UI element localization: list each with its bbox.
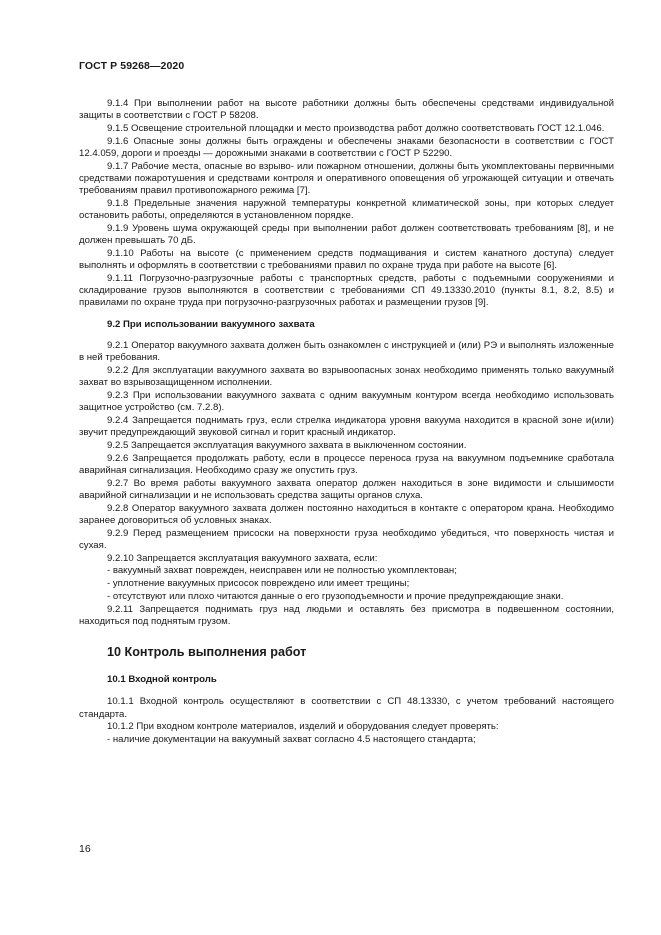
list-item: - уплотнение вакуумных присосок повреждено или имеет трещины; bbox=[107, 578, 410, 590]
paragraph-9-1-11: 9.1.11 Погрузочно-разгрузочные работы с транспортных средств, работы с подъемными сооружениями и складирование грузов выполняются в соответствии с требованиями СП 49.13330.2010 (пункты 8.1, 8.2, 8.5) и правилами по охране труда при погрузочно-разгрузочных работах и размещении грузов [9]. bbox=[79, 273, 614, 309]
paragraph-9-2-9: 9.2.9 Перед размещением присоски на поверхности груза необходимо убедиться, что поверхность чистая и сухая. bbox=[79, 527, 614, 551]
paragraph-9-2-1: 9.2.1 Оператор вакуумного захвата должен быть ознакомлен с инструкцией и (или) РЭ и выполнять изложенные в ней требования. bbox=[79, 339, 614, 364]
page-number: 16 bbox=[79, 843, 91, 855]
document-header: ГОСТ Р 59268—2020 bbox=[79, 60, 185, 72]
paragraph-9-2-3: 9.2.3 При использовании вакуумного захвата с одним вакуумным контуром всегда необходимо использовать защитное устройство (см. 7.2.8). bbox=[79, 389, 614, 414]
paragraph-9-1-8: 9.1.8 Предельные значения наружной температуры конкретной климатической зоны, при которых следует остановить работы, определяются в установленном порядке. bbox=[79, 198, 614, 222]
paragraph-10-1-1: 10.1.1 Входной контроль осуществляют в соответствии с СП 48.13330, с учетом требований настоящего стандарта. bbox=[79, 696, 614, 720]
paragraph-9-1-5: 9.1.5 Освещение строительной площадки и место производства работ должно соответствовать ГОСТ 12.1.046. bbox=[107, 123, 605, 134]
paragraph-9-2-5: 9.2.5 Запрещается эксплуатация вакуумного захвата в выключенном состоянии. bbox=[107, 439, 467, 451]
paragraph-9-1-9: 9.1.9 Уровень шума окружающей среды при выполнении работ должен соответствовать требованиям [8], и не должен превышать 70 дБ. bbox=[79, 223, 614, 247]
paragraph-9-2-4: 9.2.4 Запрещается поднимать груз, если стрелка индикатора уровня вакуума находится в красной зоне и(или) звучит предупреждающий звуковой сигнал и горит красный индикатор. bbox=[79, 414, 614, 439]
list-item: - вакуумный захват поврежден, неисправен или не полностью укомплектован; bbox=[107, 565, 457, 577]
paragraph-9-1-4: 9.1.4 При выполнении работ на высоте работники должны быть обеспечены средствами индивидуальной защиты в соответствии с ГОСТ Р 58208. bbox=[79, 98, 614, 122]
document-body bbox=[79, 98, 614, 747]
paragraph-9-2-8: 9.2.8 Оператор вакуумного захвата должен постоянно находиться в контакте с оператором крана. Необходимо заранее договориться об условных знаках. bbox=[79, 502, 614, 526]
paragraph-9-2-6: 9.2.6 Запрещается продолжать работу, если в процессе переноса груза на вакуумном подъемнике сработала аварийная сигнализация. Необходимо сразу же опустить груз. bbox=[79, 452, 614, 476]
subsection-title-9-2: 9.2 При использовании вакуумного захвата bbox=[107, 318, 315, 330]
paragraph-9-1-6: 9.1.6 Опасные зоны должны быть ограждены и обеспечены знаками безопасности в соответствии с ГОСТ 12.4.059, дороги и проезды — дорожными знаками в соответствии с ГОСТ Р 52290. bbox=[79, 135, 614, 159]
paragraph-9-1-10: 9.1.10 Работы на высоте (с применением средств подмащивания и систем канатного доступа) следует выполнять и оформлять в соответствии с требованиями правил по охране труда при работе на высоте [6]. bbox=[79, 248, 614, 272]
paragraph-9-2-11: 9.2.11 Запрещается поднимать груз над людьми и оставлять без присмотра в подвешенном состоянии, находиться под поднятым грузом. bbox=[79, 603, 614, 627]
subsection-title-10-1: 10.1 Входной контроль bbox=[107, 674, 217, 686]
paragraph-9-2-7: 9.2.7 Во время работы вакуумного захвата оператор должен находиться в зоне видимости и слышимости аварийной сигнализации и не использовать средства защиты органов слуха. bbox=[79, 477, 614, 501]
section-title-10: 10 Контроль выполнения работ bbox=[107, 645, 307, 660]
paragraph-9-1-7: 9.1.7 Рабочие места, опасные во взрыво- или пожарном отношении, должны быть укомплектованы первичными средствами пожаротушения и средствами контроля и оперативного оповещения об угрожающей ситуации и отвечать требованиям правил противопожарного режима [7]. bbox=[79, 160, 614, 197]
list-item: - наличие документации на вакуумный захват согласно 4.5 настоящего стандарта; bbox=[107, 734, 476, 746]
paragraph-9-2-2: 9.2.2 Для эксплуатации вакуумного захвата во взрывоопасных зонах необходимо применять только вакуумный захват во взрывозащищенном исполнении. bbox=[79, 364, 614, 389]
paragraph-9-2-10: 9.2.10 Запрещается эксплуатация вакуумного захвата, если: bbox=[107, 552, 378, 564]
list-item: - отсутствуют или плохо читаются данные о его грузоподъемности и прочие предупреждающие знаки. bbox=[107, 591, 564, 602]
paragraph-10-1-2: 10.1.2 При входном контроле материалов, изделий и оборудования следует проверять: bbox=[107, 721, 499, 733]
